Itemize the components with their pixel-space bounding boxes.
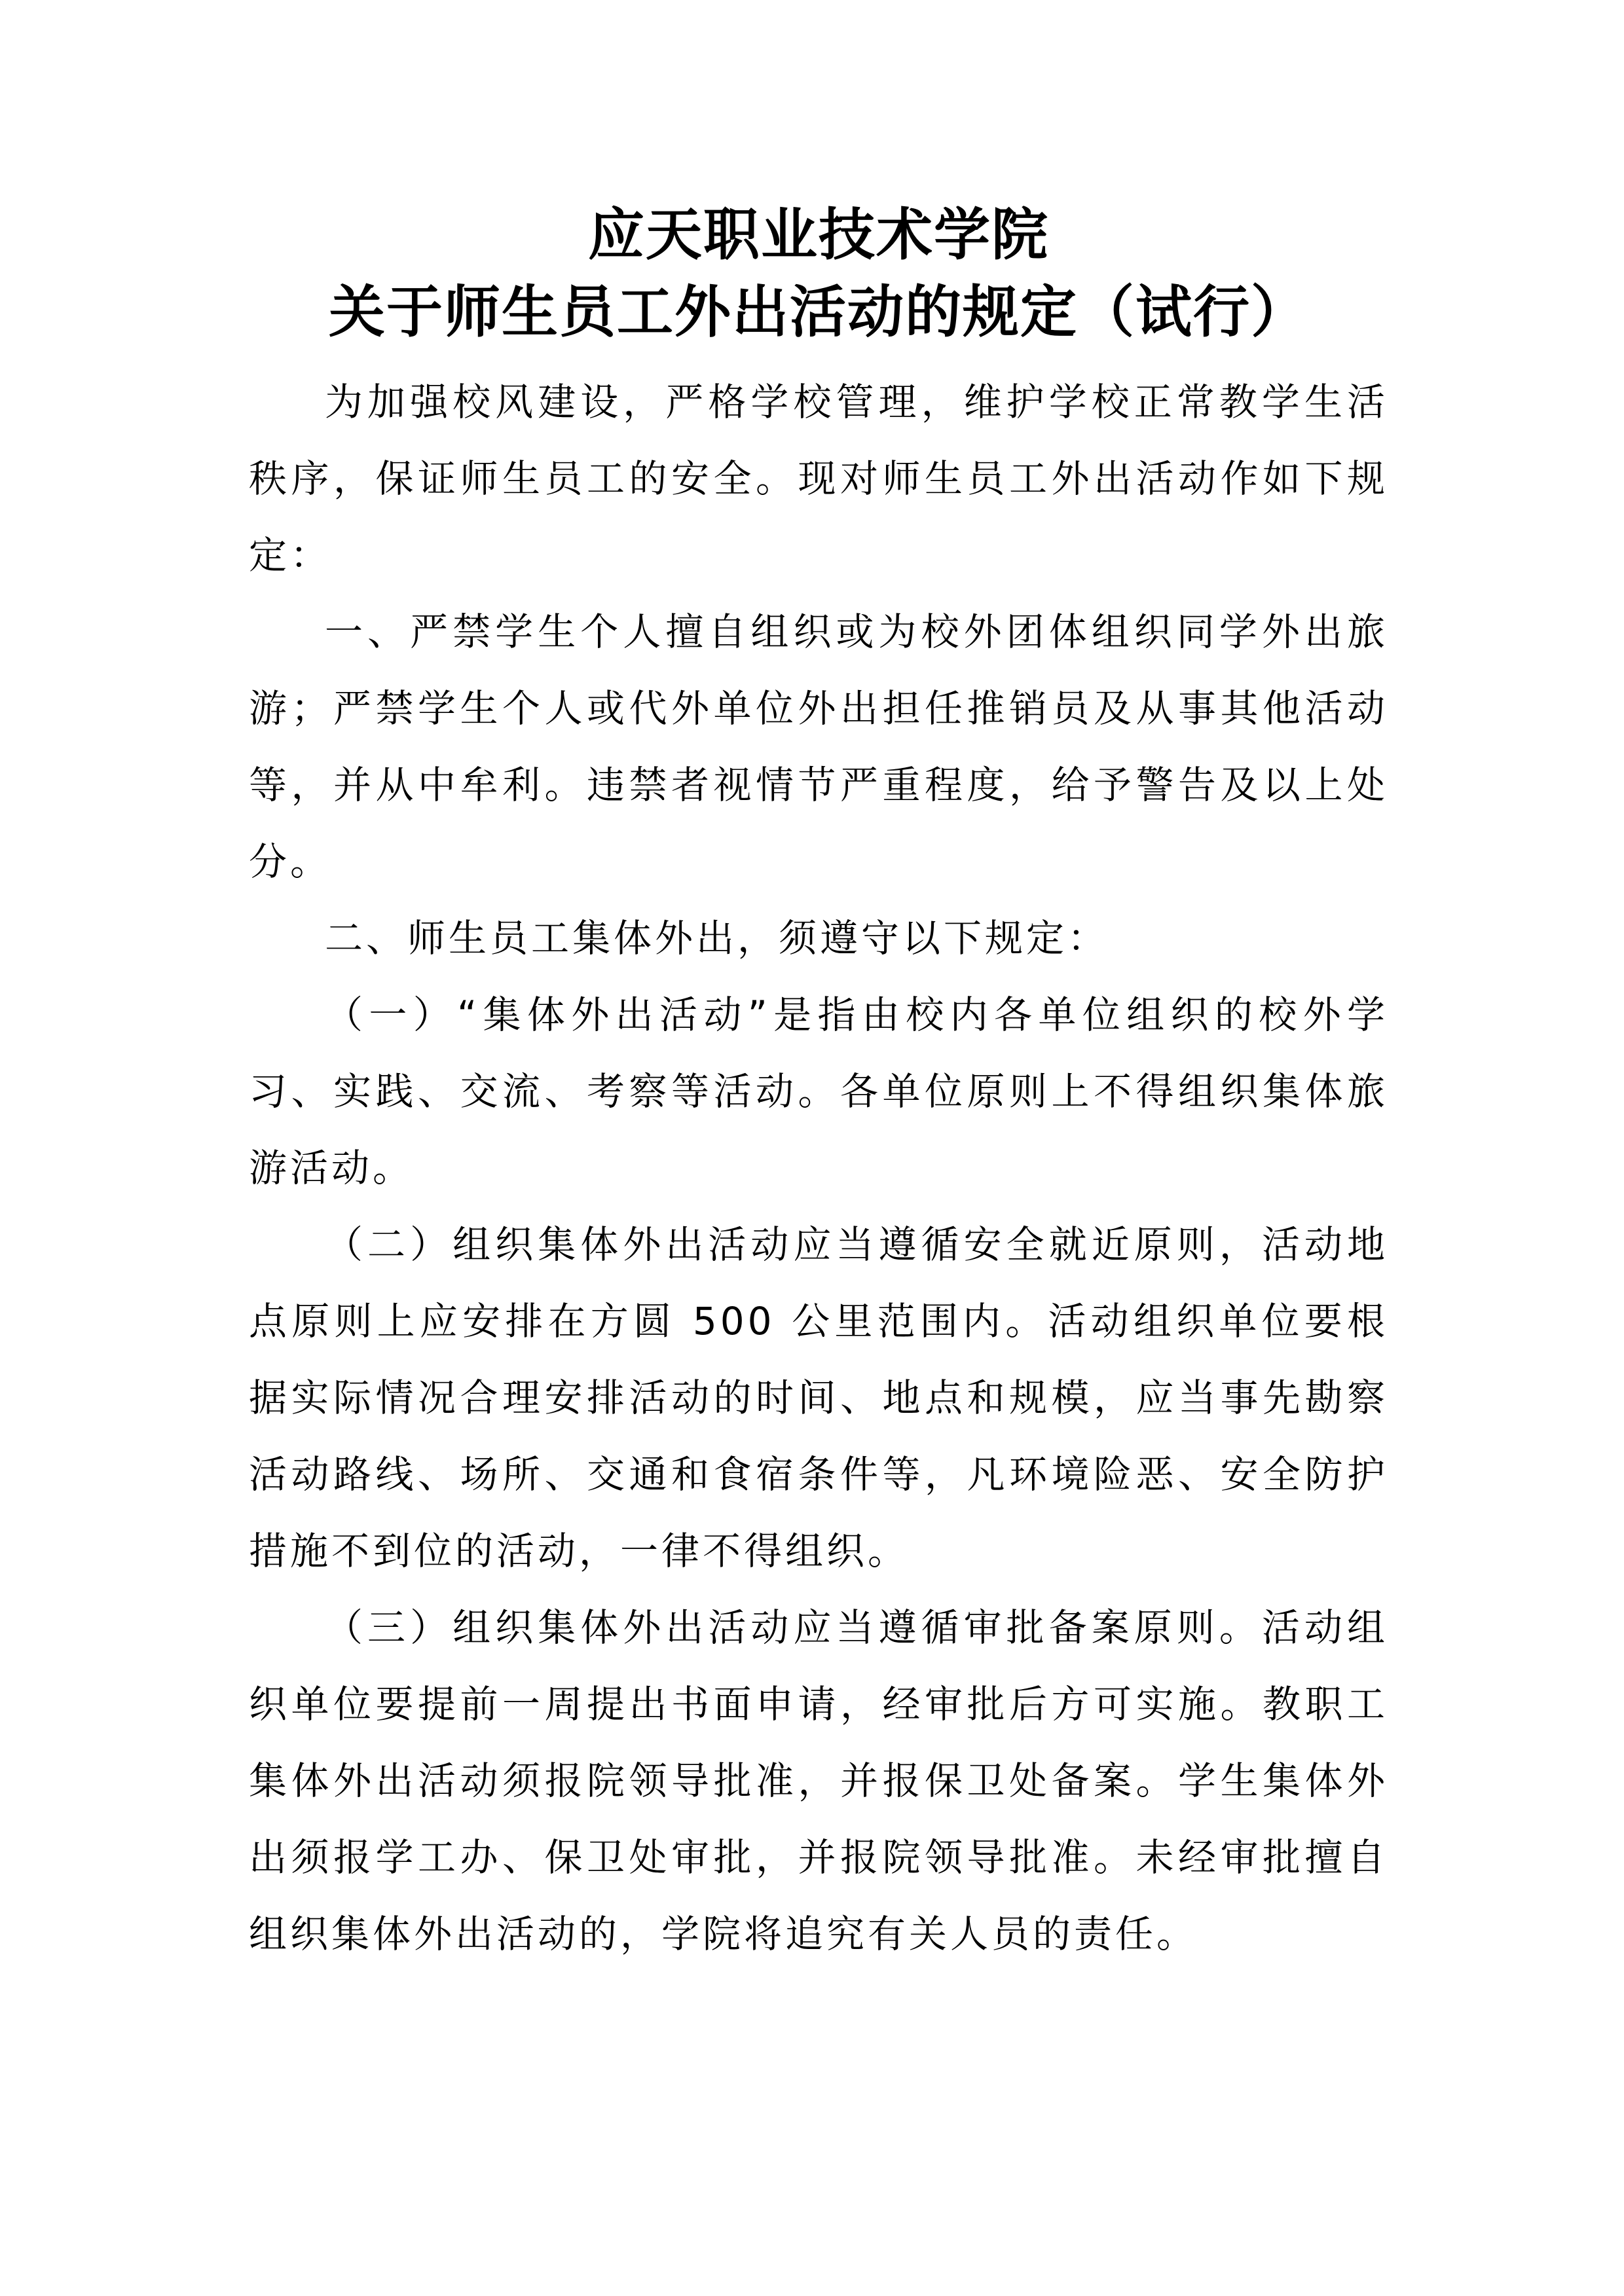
- title-institution: 应天职业技术学院: [588, 202, 1049, 268]
- document-content: [249, 196, 1388, 1973]
- title-regulation: 关于师生员工外出活动的规定（试行）: [329, 279, 1308, 345]
- document-body: [249, 364, 1388, 1973]
- paragraph-preamble: 为加强校风建设，严格学校管理，维护学校正常教学生活秩序，保证师生员工的安全。现对师生员工外出活动作如下规定：: [249, 380, 1388, 577]
- document-title: [249, 196, 1388, 351]
- paragraph-rule-2: 二、师生员工集体外出，须遵守以下规定：: [325, 916, 1109, 960]
- paragraph-rule-1: 一、严禁学生个人擅自组织或为校外团体组织同学外出旅游；严禁学生个人或代外单位外出担任推销员及从事其他活动等，并从中牟利。违禁者视情节严重程度，给予警告及以上处分。: [249, 610, 1388, 884]
- paragraph-rule-2-item-3: （三）组织集体外出活动应当遵循审批备案原则。活动组织单位要提前一周提出书面申请，经审批后方可实施。教职工集体外出活动须报院领导批准，并报保卫处备案。学生集体外出须报学工办、保卫处审批，并报院领导批准。未经审批擅自组织集体外出活动的，学院将追究有关人员的责任。: [249, 1605, 1388, 1956]
- paragraph-rule-2-item-1: （一）“集体外出活动”是指由校内各单位组织的校外学习、实践、交流、考察等活动。各单位原则上不得组织集体旅游活动。: [249, 993, 1388, 1190]
- paragraph-rule-2-item-2: （二）组织集体外出活动应当遵循安全就近原则，活动地点原则上应安排在方圆 500 公里范围内。活动组织单位要根据实际情况合理安排活动的时间、地点和规模，应当事先勘察活动路线、场所、交通和食宿条件等，凡环境险恶、安全防护措施不到位的活动，一律不得组织。: [249, 1222, 1388, 1573]
